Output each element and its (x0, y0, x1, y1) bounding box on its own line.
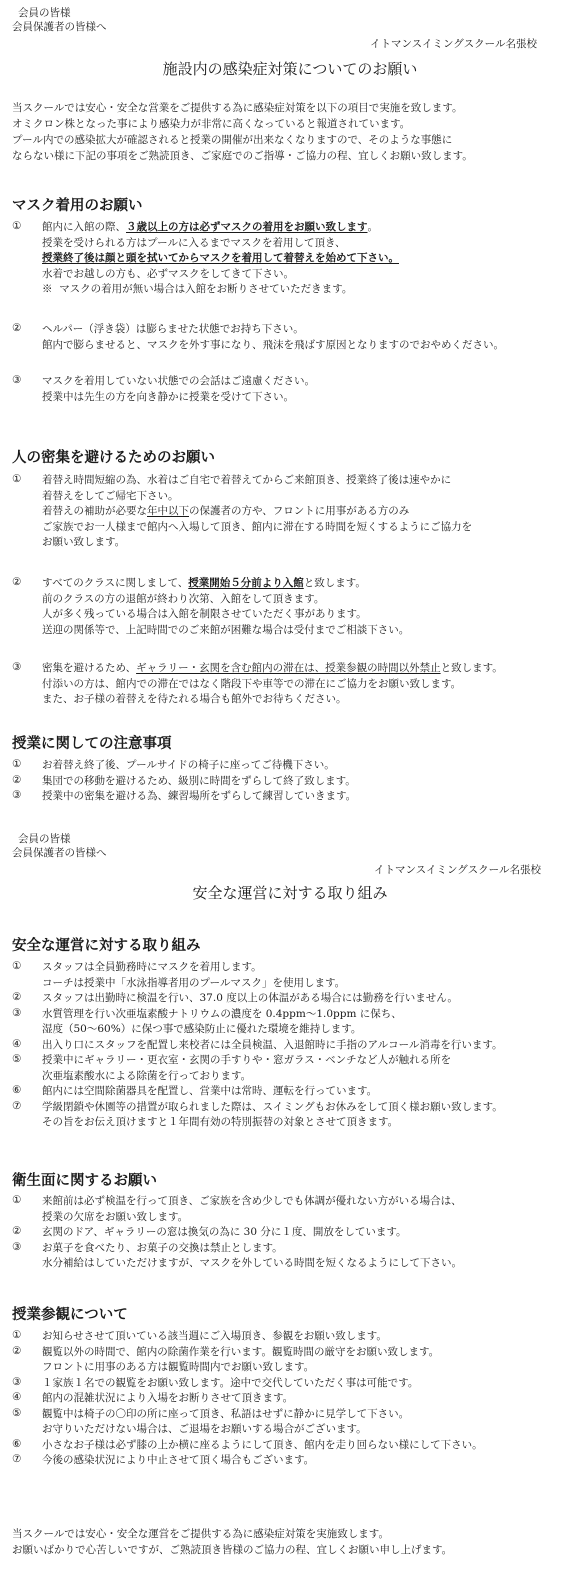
item-text: 授業の欠席をお願い致します。 (42, 1210, 189, 1223)
item-text: マスクを着用していない状態での会話はご遠慮ください。 (42, 375, 315, 387)
item-text: 玄関のドア、ギャラリーの窓は換気の為に 30 分に１度、開放をしています。 (42, 1226, 407, 1238)
item-text: お菓子を食べたり、お菓子の交換は禁止とします。 (42, 1241, 283, 1254)
list-item (12, 1345, 572, 1376)
item-number: ③ (12, 661, 22, 673)
item-text: 今後の感染状況により中止させて頂く場合もございます。 (42, 1454, 315, 1466)
item-text: ヘルパー（浮き袋）は膨らませた状態でお持ち下さい。 (42, 323, 304, 335)
section-heading-crowd: 人の密集を避けるためのお願い (12, 449, 215, 466)
item-text: と致します。 (303, 577, 366, 589)
item-text: 来館前は必ず検温を行って頂き、ご家族を含め少しでも体調が優れない方がいる場合は、 (42, 1195, 462, 1207)
section-heading-hygiene: 衛生面に関するお願い (12, 1172, 157, 1189)
closing-paragraph (12, 1526, 572, 1558)
item-text: 小さなお子様は必ず膝の上か横に座るようにして頂き、館内を走り回らない様にして下さい。 (42, 1438, 483, 1451)
item-number: ① (12, 758, 22, 770)
item-text: 授業中は先生の方を向き静かに授業を受けて下さい。 (42, 390, 294, 403)
intro-line: ならない様に下記の事項をご熟読頂き、ご家庭でのご指導・ご協力の程、宜しくお願い致します。 (12, 150, 473, 162)
item-number: ② (12, 991, 22, 1003)
item-text: 授業中の密集を避ける為、練習場所をずらして練習していきます。 (42, 790, 357, 802)
emphasis-text: 授業終了後は顔と頭を拭いてからマスクを着用して着替えを始めて下さい。 (42, 252, 399, 264)
item-text: すべてのクラスに関しまして、 (42, 577, 189, 589)
list-item (12, 1100, 572, 1131)
list-item (12, 1407, 572, 1438)
section-heading-lesson: 授業に関しての注意事項 (12, 735, 172, 752)
item-text: 館内に入館の際、 (42, 221, 126, 233)
list-item (12, 1376, 572, 1392)
list-item (12, 661, 572, 708)
greeting-line: 会員の皆様 (18, 7, 71, 19)
item-text: 着替え時間短縮の為、水着はご自宅で着替えてからご来館頂き、授業終了後は速やかに (42, 474, 452, 486)
item-text: 湿度（50～60%）に保つ事で感染防止に優れた環境を維持します。 (42, 1023, 362, 1035)
school-name: イトマンスイミングスクール名張校 (370, 38, 537, 50)
emphasis-text: ギャラリー・玄関を含む館内の滞在は、授業参観の時間以外禁止 (136, 662, 441, 674)
item-number: ② (12, 1344, 22, 1357)
list-item (12, 774, 572, 790)
list-item (12, 374, 572, 405)
item-number: ⑦ (12, 1099, 22, 1112)
list-item (12, 220, 572, 298)
item-number: ③ (12, 1006, 22, 1019)
item-text: 。 (367, 221, 378, 233)
greeting (12, 832, 107, 860)
item-number: ① (12, 1194, 22, 1206)
list-item (12, 1084, 572, 1100)
document-title: 施設内の感染症対策についてのお願い (162, 60, 418, 78)
list-item (12, 1329, 572, 1345)
item-text: 次亜塩素酸水による除菌を行っております。 (42, 1069, 252, 1082)
numbered-list (12, 1329, 572, 1469)
list-item (12, 1053, 572, 1084)
greeting (12, 6, 107, 34)
item-number: ① (12, 473, 22, 485)
closing-line: 当スクールでは安心・安全な運営をご提供する為に感染症対策を実施致します。 (12, 1528, 389, 1540)
item-number: ⑥ (12, 1084, 22, 1096)
numbered-list (12, 758, 572, 805)
list-item (12, 758, 572, 774)
item-text: 館内には空間除菌器具を配置し、営業中は常時、運転を行っています。 (42, 1085, 378, 1097)
item-text: お着替え終了後、プールサイドの椅子に座ってご待機下さい。 (42, 759, 335, 771)
item-number: ③ (12, 1375, 22, 1388)
list-item (12, 1007, 572, 1038)
item-number: ③ (12, 789, 22, 801)
item-number: ⑤ (12, 1053, 22, 1065)
note-text: マスクの着用が無い場合は入館をお断りさせていただきます。 (59, 283, 353, 295)
item-text: 人が多く残っている場合は入館を制限させていただく事があります。 (42, 608, 367, 620)
greeting-line: 会員保護者の皆様へ (12, 21, 107, 33)
closing-line: お願いばかりで心苦しいですが、ご熟読頂き皆様のご協力の程、宜しくお願い申し上げます。 (12, 1544, 453, 1556)
intro-paragraph (12, 100, 572, 164)
item-text: フロントに用事のある方は観覧時間内でお願い致します。 (42, 1361, 315, 1373)
item-text: 学級閉鎖や休園等の措置が取られました際は、スイミングもお休みをして頂く様お願い致します。 (42, 1100, 503, 1113)
item-text: 着替えの補助が必要な (42, 505, 147, 517)
item-text: と致します。 (440, 662, 503, 674)
list-item (12, 789, 572, 805)
list-item (12, 322, 572, 353)
emphasis-text: 年中以下 (147, 505, 189, 517)
item-text: 付添いの方は、館内での滞在ではなく階段下や車等での滞在にご協力をお願い致します。 (42, 677, 462, 690)
item-number: ① (12, 960, 22, 972)
section-heading-safety: 安全な運営に対する取り組み (12, 937, 201, 954)
item-number: ① (12, 1329, 22, 1341)
numbered-list (12, 960, 572, 1131)
item-text: 密集を避けるため、 (42, 662, 137, 674)
list-item (12, 1194, 572, 1225)
section-heading-mask: マスク着用のお願い (12, 197, 143, 214)
item-number: ② (12, 773, 22, 786)
list-item (12, 1038, 572, 1054)
intro-line: オミクロン株となった事により感染力が非常に高くなっていると報道されています。 (12, 118, 411, 130)
document-title: 安全な運営に対する取り組み (192, 884, 388, 902)
item-number: ⑥ (12, 1437, 22, 1450)
item-number: ② (12, 322, 22, 334)
item-number: ② (12, 1225, 22, 1237)
list-item (12, 1453, 572, 1469)
item-number: ① (12, 220, 22, 232)
intro-line: プール内での感染拡大が確認されると授業の開催が出来なくなりますので、そのような事態に (12, 134, 453, 146)
item-text: 館内の混雑状況により入場をお断りさせて頂きます。 (42, 1392, 294, 1404)
intro-line: 当スクールでは安心・安全な営業をご提供する為に感染症対策を以下の項目で実施を致します。 (12, 102, 463, 114)
item-number: ⑤ (12, 1406, 22, 1419)
item-text: 水質管理を行い次亜塩素酸ナトリウムの濃度を 0.4ppm～1.0ppm に保ち、 (42, 1007, 402, 1020)
item-text: 着替えをしてご帰宅下さい。 (42, 489, 179, 502)
item-text: コーチは授業中「水泳指導者用のプールマスク」を使用します。 (42, 976, 346, 989)
item-number: ④ (12, 1391, 22, 1403)
school-name: イトマンスイミングスクール名張校 (374, 864, 541, 876)
item-number: ④ (12, 1037, 22, 1050)
section-heading-observe: 授業参観について (12, 1306, 128, 1323)
item-text: その旨をお伝え頂けますと１年間有効の特別振替の対象とさせて頂きます。 (42, 1116, 399, 1128)
item-number: ② (12, 576, 22, 588)
item-text: お守りいただけない場合は、ご退場をお願いする場合がございます。 (42, 1423, 367, 1435)
item-text: １家族１名での観覧をお願い致します。途中で交代していただく事は可能です。 (42, 1376, 419, 1389)
item-text: スタッフは出勤時に検温を行い、37.0 度以上の体温がある場合には勤務を行いません。 (42, 992, 458, 1004)
item-text: 集団での移動を避けるため、級別に時間をずらして終了致します。 (42, 774, 356, 787)
list-item (12, 576, 572, 638)
list-item (12, 1438, 572, 1454)
emphasis-text: ３歳以上の方は必ずマスクの着用をお願い致します (126, 221, 368, 233)
item-text: 出入り口にスタッフを配置し来校者には全員検温、入退館時に手指のアルコール消毒を行います。 (42, 1038, 503, 1051)
item-text: スタッフは全員勤務時にマスクを着用します。 (42, 961, 262, 973)
item-text: ご家族でお一人様まで館内へ入場して頂き、館内に滞在する時間を短くするようにご協力を (42, 520, 473, 533)
item-text: 授業を受けられる方はプールに入るまでマスクを着用して頂き、 (42, 236, 346, 249)
list-item (12, 960, 572, 991)
item-text: 水着でお越しの方も、必ずマスクをしてきて下さい。 (42, 267, 294, 280)
item-text: 観覧以外の時間で、館内の除菌作業を行います。観覧時間の厳守をお願い致します。 (42, 1345, 440, 1358)
item-text: 送迎の関係等で、上記時間でのご来館が困難な場合は受付までご相談下さい。 (42, 623, 410, 636)
item-number: ③ (12, 374, 22, 386)
item-text: また、お子様の着替えを待たれる場合も館外でお待ちください。 (42, 693, 347, 705)
item-text: 授業中にギャラリー・更衣室・玄関の手すりや・窓ガラス・ベンチなど人が触れる所を (42, 1054, 452, 1066)
item-text: 水分補給はしていただけますが、マスクを外している時間を短くなるようにして下さい。 (42, 1257, 462, 1269)
item-text: 館内で膨らませると、マスクを外す事になり、飛沫を飛ばす原因となりますのでおやめください。 (42, 338, 504, 351)
numbered-list (12, 1194, 572, 1272)
item-text: 前のクラスの方の退館が終わり次第、入館をして頂きます。 (42, 592, 325, 605)
item-text: お願い致します。 (42, 536, 126, 548)
list-item (12, 1241, 572, 1272)
item-text: 観覧中は椅子の〇印の所に座って頂き、私語はせずに静かに見学して下さい。 (42, 1407, 410, 1420)
greeting-line: 会員の皆様 (18, 833, 71, 845)
emphasis-text: 授業開始５分前より入館 (188, 577, 304, 589)
list-item (12, 473, 572, 551)
item-number: ⑦ (12, 1453, 22, 1465)
item-text: の保護者の方や、フロントに用事がある方のみ (189, 505, 410, 517)
list-item (12, 991, 572, 1007)
list-item (12, 1225, 572, 1241)
note-mark: ※ (42, 283, 53, 295)
greeting-line: 会員保護者の皆様へ (12, 847, 107, 859)
list-item (12, 1391, 572, 1407)
item-number: ③ (12, 1240, 22, 1253)
item-text: お知らせさせて頂いている該当週にご入場頂き、参観をお願い致します。 (42, 1330, 387, 1342)
